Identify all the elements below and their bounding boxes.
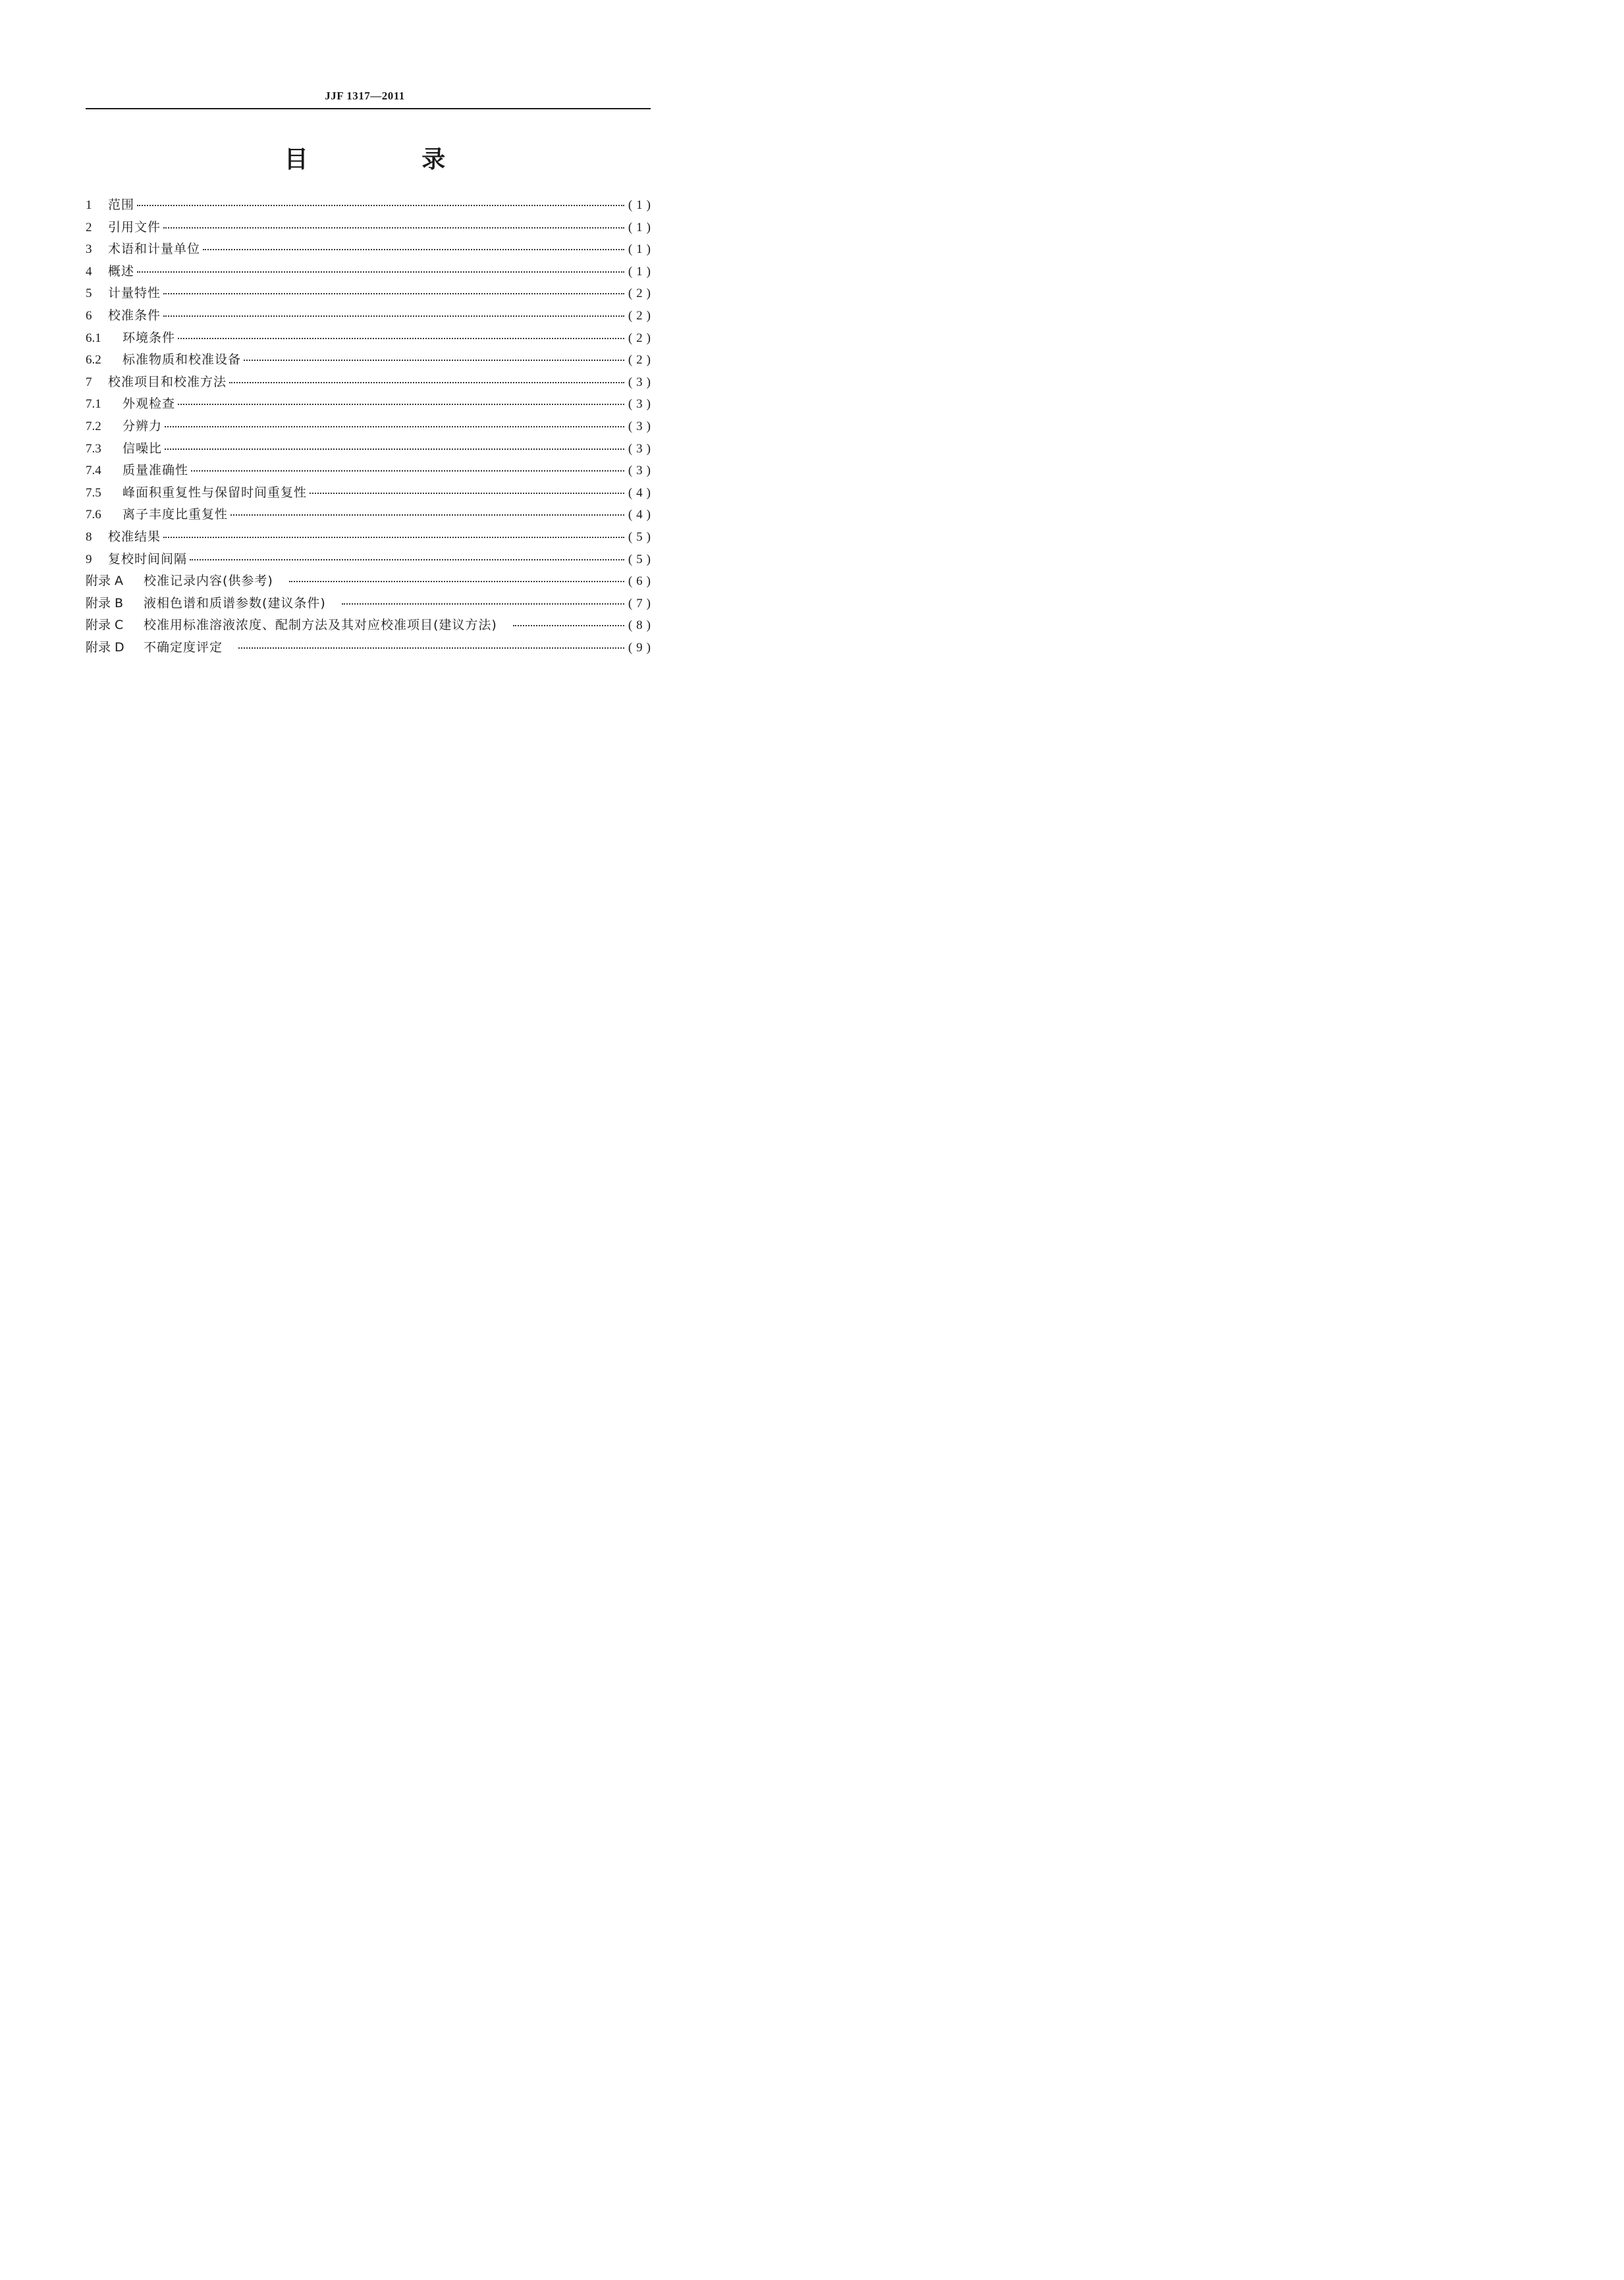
toc-dot-leader: [165, 426, 624, 427]
toc-entry-page: (9): [628, 640, 655, 655]
toc-entry-page: (1): [628, 220, 655, 234]
toc-entry-title: 校准结果: [108, 529, 161, 544]
toc-entry-page: (2): [628, 308, 655, 323]
toc-entry-page: (3): [628, 397, 655, 412]
toc-entry-title: 计量特性: [108, 286, 161, 301]
toc-entry-title: 信噪比: [122, 441, 163, 456]
toc-dot-leader: [342, 603, 624, 605]
toc-entry-title: 校准条件: [108, 308, 161, 323]
toc-entry-title: 引用文件: [108, 219, 161, 234]
toc-entry-page: (2): [628, 286, 655, 301]
toc-entry-page: (2): [628, 353, 655, 367]
toc-entry-page: (3): [628, 375, 655, 389]
toc-entry-number: 7.2: [86, 419, 101, 433]
toc-title: 目 录: [284, 146, 499, 173]
toc-dot-leader: [165, 448, 624, 450]
toc-entry-page: (3): [628, 419, 655, 433]
header-rule: [86, 108, 651, 109]
toc-dot-leader: [163, 315, 624, 317]
toc-entry-number: 附录 B: [86, 595, 124, 611]
toc-entry-number: 5: [86, 286, 92, 301]
toc-entry[interactable]: [86, 593, 655, 616]
toc-entry[interactable]: [86, 416, 655, 439]
toc-entry[interactable]: [86, 217, 655, 240]
toc-entry[interactable]: [86, 439, 655, 461]
toc-entry[interactable]: [86, 571, 655, 593]
toc-entry-title: 范围: [108, 198, 135, 212]
toc-entry-number: 1: [86, 198, 92, 212]
toc-entry-title: 离子丰度比重复性: [122, 507, 229, 522]
toc-dot-leader: [178, 404, 624, 405]
toc-dot-leader: [178, 338, 624, 339]
toc-dot-leader: [137, 271, 624, 273]
toc-entry-page: (1): [628, 264, 655, 279]
toc-entry[interactable]: [86, 549, 655, 572]
toc-entry[interactable]: [86, 372, 655, 394]
toc-entry-title: 复校时间间隔: [108, 551, 188, 566]
toc-dot-leader: [163, 293, 624, 294]
toc-entry-number: 7: [86, 375, 92, 389]
toc-entry-page: (7): [628, 596, 655, 611]
toc-dot-leader: [513, 625, 624, 626]
toc-entry-page: (5): [628, 552, 655, 566]
toc-entry-title: 校准用标准溶液浓度、配制方法及其对应校准项目(建议方法): [144, 618, 497, 633]
toc-entry-number: 3: [86, 242, 92, 257]
toc-entry-page: (4): [628, 508, 655, 522]
toc-dot-leader: [244, 360, 624, 361]
toc-dot-leader: [289, 581, 624, 582]
toc-entry-number: 7.6: [86, 508, 101, 522]
toc-entry-number: 6.2: [86, 353, 101, 367]
toc-entry-title: 峰面积重复性与保留时间重复性: [122, 485, 308, 500]
toc-entry-title: 术语和计量单位: [108, 242, 201, 257]
toc-entry[interactable]: [86, 460, 655, 483]
toc-entry-number: 7.3: [86, 441, 101, 456]
toc-entry-number: 8: [86, 529, 92, 544]
toc-entry-page: (2): [628, 331, 655, 345]
toc-entry-page: (5): [628, 529, 655, 544]
toc-entry[interactable]: [86, 615, 655, 638]
toc-entry-page: (3): [628, 441, 655, 456]
toc-dot-leader: [203, 249, 624, 250]
toc-dot-leader: [310, 493, 624, 494]
toc-list: [86, 195, 655, 659]
toc-dot-leader: [229, 382, 624, 383]
toc-entry[interactable]: [86, 504, 655, 527]
toc-entry[interactable]: [86, 283, 655, 306]
toc-entry-title: 校准记录内容(供参考): [144, 574, 273, 589]
toc-entry-number: 附录 D: [86, 639, 124, 655]
toc-dot-leader: [137, 205, 624, 206]
toc-entry[interactable]: [86, 261, 655, 284]
toc-entry-number: 7.1: [86, 397, 101, 412]
toc-entry-page: (3): [628, 464, 655, 478]
toc-entry-page: (1): [628, 198, 655, 212]
toc-entry[interactable]: [86, 328, 655, 350]
toc-entry[interactable]: [86, 306, 655, 328]
toc-entry-number: 9: [86, 552, 92, 566]
toc-entry-page: (8): [628, 618, 655, 633]
toc-entry-number: 4: [86, 264, 92, 279]
toc-entry-number: 附录 C: [86, 618, 124, 633]
toc-entry[interactable]: [86, 527, 655, 549]
toc-entry-title: 外观检查: [122, 396, 176, 412]
toc-entry-page: (1): [628, 242, 655, 257]
toc-dot-leader: [238, 647, 624, 649]
toc-entry-title: 不确定度评定: [144, 639, 223, 655]
toc-entry-number: 7.4: [86, 464, 101, 478]
toc-entry-page: (4): [628, 485, 655, 500]
toc-entry-title: 标准物质和校准设备: [122, 352, 242, 367]
toc-entry[interactable]: [86, 239, 655, 261]
toc-entry-title: 环境条件: [122, 330, 176, 345]
toc-entry-number: 7.5: [86, 485, 101, 500]
toc-entry[interactable]: [86, 350, 655, 372]
toc-entry-number: 6: [86, 308, 92, 323]
toc-entry-page: (6): [628, 574, 655, 589]
toc-entry-title: 分辨力: [122, 418, 163, 433]
toc-entry[interactable]: [86, 483, 655, 505]
toc-dot-leader: [191, 470, 624, 472]
toc-entry[interactable]: [86, 394, 655, 416]
toc-dot-leader: [163, 227, 624, 229]
toc-entry-number: 6.1: [86, 331, 101, 345]
toc-dot-leader: [190, 559, 624, 560]
toc-dot-leader: [230, 514, 624, 516]
standard-code-header: JJF 1317—2011: [325, 90, 405, 102]
toc-entry[interactable]: [86, 638, 655, 660]
toc-entry[interactable]: [86, 195, 655, 217]
toc-entry-title: 校准项目和校准方法: [108, 374, 227, 389]
toc-entry-title: 质量准确性: [122, 463, 189, 478]
toc-dot-leader: [163, 537, 624, 538]
toc-entry-number: 2: [86, 220, 92, 234]
toc-entry-title: 概述: [108, 263, 135, 279]
toc-entry-number: 附录 A: [86, 574, 124, 589]
toc-entry-title: 液相色谱和质谱参数(建议条件): [144, 595, 326, 611]
